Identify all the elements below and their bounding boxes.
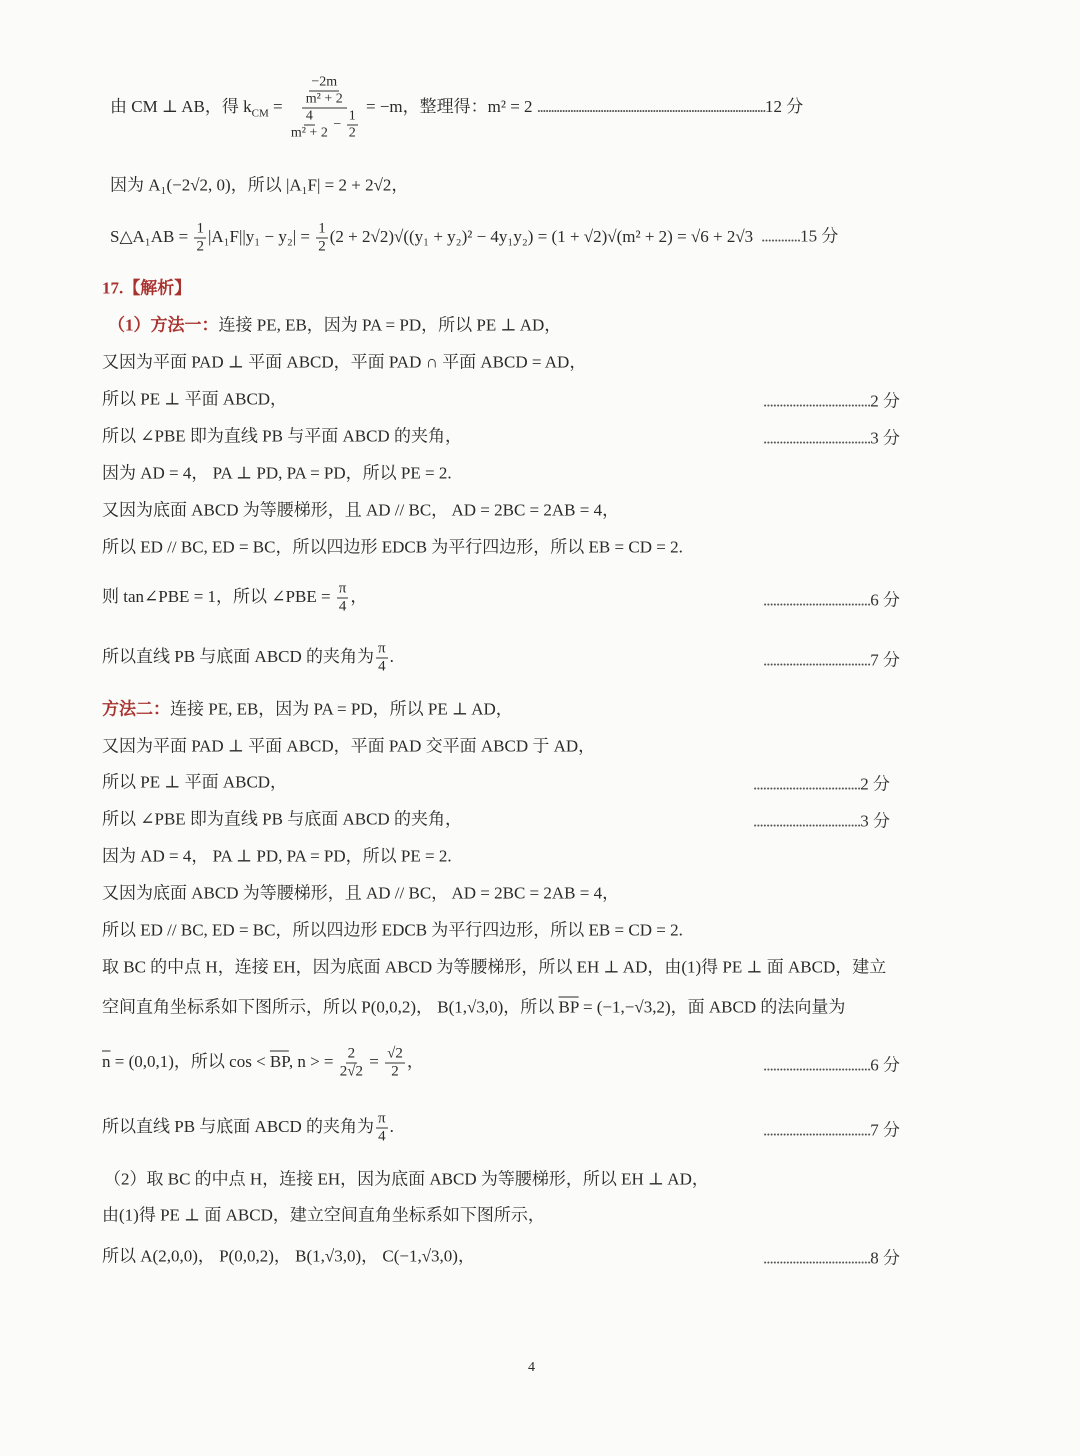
text-line: [108, 317, 561, 334]
text: 空间直角坐标系如下图所示，所以 P(0,0,2)， B(1,√3,0)，所以: [102, 997, 559, 1017]
den: 2: [318, 238, 326, 255]
fraction: [385, 1047, 405, 1080]
text: −: [329, 117, 345, 133]
text-line: 因为 AD = 4， PA ⊥ PD, PA = PD，所以 PE = 2.: [102, 463, 452, 483]
text: 连接 PE, EB，因为 PA = PD，所以 PE ⊥ AD，: [170, 699, 513, 719]
slope-equation-line: [110, 76, 803, 141]
text-line: 由(1)得 PE ⊥ 面 ABCD，建立空间直角坐标系如下图所示，: [102, 1205, 545, 1225]
text-line: [102, 1047, 424, 1080]
num: π: [338, 580, 347, 597]
fraction: [194, 222, 206, 255]
text: = (0,0,1)，所以 cos <: [110, 1051, 270, 1071]
method-one-label: （1）方法一：: [108, 315, 219, 335]
text: 由 CM ⊥ AB，得 k: [110, 96, 252, 116]
text: =: [365, 1051, 384, 1071]
dot-leader: .................................: [763, 428, 871, 448]
dot-leader: .................................: [763, 391, 871, 411]
fraction: [340, 1047, 363, 1080]
num: 1: [348, 108, 356, 124]
text: 则 tan∠PBE = 1，所以 ∠PBE =: [102, 586, 335, 606]
den: m² + 2: [305, 91, 343, 107]
score-line: [763, 586, 900, 611]
score-line: [763, 1051, 900, 1076]
subscript: CM: [251, 107, 269, 120]
text-line: 所以 A(2,0,0)， P(0,0,2)， B(1,√3,0)， C(−1,√3,0)，: [102, 1246, 475, 1266]
dot-leader: .................................: [753, 811, 861, 831]
num: 2: [347, 1045, 356, 1062]
vector: $\overline{BP}$: [269, 1051, 289, 1071]
score: 3 分: [860, 811, 890, 831]
fraction: [347, 110, 358, 141]
den: 2√2: [339, 1063, 364, 1080]
score-line: [753, 807, 890, 832]
text: .: [389, 646, 394, 666]
fraction: [291, 110, 328, 141]
dot-leader: .................................: [763, 650, 871, 670]
den: 4: [378, 1128, 386, 1145]
dot-leader: .................................: [763, 1248, 871, 1268]
text-line: 所以 PE ⊥ 平面 ABCD，: [102, 772, 288, 792]
text: 连接 PE, EB，因为 PA = PD，所以 PE ⊥ AD，: [218, 315, 562, 335]
score: 7 分: [870, 650, 900, 670]
text-line: 又因为平面 PAD ⊥ 平面 ABCD，平面 PAD ∩ 平面 ABCD = AD，: [102, 352, 587, 372]
score-line: [763, 646, 900, 671]
dot-leader: .................................: [753, 774, 861, 794]
fraction: [376, 642, 388, 675]
dot-leader: .................................: [763, 590, 871, 610]
den: 4: [378, 658, 386, 675]
text: S△A₁AB =: [110, 226, 193, 246]
text: (2 + 2√2)√((y₁ + y₂)² − 4y₁y₂) = (1 + √2)√(m² + 2) = √6 + 2√3: [329, 226, 754, 246]
text-line: [102, 582, 367, 615]
text-line: 所以 ED // BC, ED = BC，所以四边形 EDCB 为平行四边形，所以 EB = CD = 2.: [102, 537, 683, 557]
text: , n > =: [288, 1051, 338, 1071]
text-line: 又因为底面 ABCD 为等腰梯形，且 AD // BC， AD = 2BC = 2AB = 4，: [102, 883, 620, 903]
num: 4: [305, 108, 313, 124]
score-15: [761, 227, 838, 246]
num: 1: [318, 220, 326, 237]
num: −2m: [311, 74, 338, 90]
page-number: 4: [528, 1360, 535, 1375]
text: ，: [406, 1051, 424, 1071]
text-line: 所以 ∠PBE 即为直线 PB 与底面 ABCD 的夹角，: [102, 809, 462, 829]
dot-leader: .................................: [763, 1055, 871, 1075]
num: π: [378, 1110, 386, 1127]
dot-leader: ...................................................................................: [536, 96, 766, 116]
text-line: [102, 1112, 394, 1145]
fraction-denominator: [289, 109, 360, 141]
text: .: [389, 1116, 394, 1136]
score: 6 分: [870, 590, 900, 610]
text-line: [102, 701, 513, 718]
text: = −m，整理得：m² = 2: [365, 96, 533, 116]
text: = (−1,−√3,2)，面 ABCD 的法向量为: [578, 997, 846, 1017]
text: 所以直线 PB 与底面 ABCD 的夹角为: [102, 1116, 375, 1136]
text: 所以直线 PB 与底面 ABCD 的夹角为: [102, 646, 375, 666]
fraction: [306, 76, 343, 107]
text-line: 又因为平面 PAD ⊥ 平面 ABCD，平面 PAD 交平面 ABCD 于 AD，: [102, 736, 596, 756]
text-line: [102, 999, 845, 1016]
text-line: 又因为底面 ABCD 为等腰梯形，且 AD // BC， AD = 2BC = 2AB = 4，: [102, 500, 620, 520]
text-line: 所以 ∠PBE 即为直线 PB 与平面 ABCD 的夹角，: [102, 426, 462, 446]
den: m² + 2: [290, 125, 328, 141]
text-line: [102, 642, 394, 675]
den: 2: [196, 238, 204, 255]
den: 2: [348, 125, 356, 141]
vector: $\overline{n}$: [102, 1051, 111, 1071]
dot-leader: .................................: [763, 1120, 871, 1140]
text-line: 因为 AD = 4， PA ⊥ PD, PA = PD，所以 PE = 2.: [102, 846, 452, 866]
den: 4: [338, 598, 347, 615]
vector: $\overline{BP}$: [558, 997, 579, 1017]
fraction-numerator: [302, 76, 347, 109]
question-17-heading: 17.【解析】: [102, 278, 192, 298]
score-line: [763, 1116, 900, 1141]
area-equation-line: [110, 222, 838, 255]
score: 12 分: [765, 96, 804, 116]
num: π: [378, 640, 386, 657]
score: 6 分: [870, 1055, 900, 1075]
score: 3 分: [870, 428, 900, 448]
text-line: 所以 ED // BC, ED = BC，所以四边形 EDCB 为平行四边形，所以 EB = CD = 2.: [102, 920, 683, 940]
method-two-label: 方法二：: [102, 699, 170, 719]
fraction: [316, 222, 328, 255]
num: 1: [196, 220, 204, 237]
score-line: [753, 770, 890, 795]
fraction: [337, 582, 349, 615]
text-line: 因为 A₁(−2√2, 0)，所以 |A₁F| = 2 + 2√2，: [110, 175, 409, 195]
text-line: 所以 PE ⊥ 平面 ABCD，: [102, 389, 288, 409]
compound-fraction: [289, 76, 360, 141]
text-line: （2）取 BC 的中点 H，连接 EH，因为底面 ABCD 为等腰梯形，所以 EH ⊥ AD，: [104, 1169, 709, 1189]
score-line: [763, 387, 900, 412]
score: 2 分: [860, 774, 890, 794]
text: |A₁F||y₁ − y₂| =: [207, 226, 315, 246]
score-line: [763, 424, 900, 449]
dot-leader: ............: [761, 226, 801, 246]
score: 15 分: [800, 226, 839, 246]
num: √2: [387, 1045, 403, 1062]
score: 8 分: [870, 1248, 900, 1268]
text: ，: [350, 586, 368, 606]
score: 2 分: [870, 391, 900, 411]
score-line: [763, 1244, 900, 1269]
score: 7 分: [870, 1120, 900, 1140]
text-line: 取 BC 的中点 H，连接 EH，因为底面 ABCD 为等腰梯形，所以 EH ⊥ AD，由(1)得 PE ⊥ 面 ABCD，建立: [102, 957, 887, 977]
text: =: [268, 96, 287, 116]
fraction: [376, 1112, 388, 1145]
den: 2: [391, 1063, 399, 1080]
